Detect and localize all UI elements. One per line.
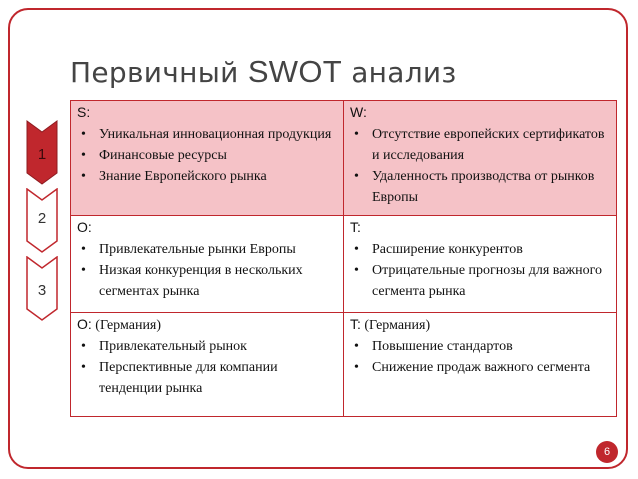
weaknesses-cell: [344, 101, 617, 216]
opportunities-germany-cell: [71, 313, 344, 417]
step-1-label: 1: [37, 146, 47, 163]
list-item: • Снижение продаж важного сегмента: [350, 357, 610, 378]
step-2-label: 2: [37, 210, 47, 227]
list-item: • Удаленность производства от рынков Европы: [350, 166, 610, 208]
list-item: • Низкая конкуренция в нескольких сегментах рынка: [77, 260, 337, 302]
list-item: • Знание Европейского рынка: [77, 166, 337, 187]
slide-title: Первичный SWOT анализ: [70, 54, 457, 89]
opportunities-cell: [71, 216, 344, 313]
threats-header: T:: [350, 219, 361, 235]
opportunities-germany-header: O: (Германия): [77, 316, 162, 333]
list-item: • Отсутствие европейских сертификатов и исследования: [350, 124, 610, 166]
threats-cell: [344, 216, 617, 313]
list-item: • Повышение стандартов: [350, 336, 610, 357]
step-3-label: 3: [37, 282, 47, 299]
list-item: • Привлекательный рынок: [77, 336, 337, 357]
step-2-chevron[interactable]: [26, 188, 58, 254]
swot-table: [70, 100, 617, 417]
list-item: • Привлекательные рынки Европы: [77, 239, 337, 260]
list-item: • Отрицательные прогнозы для важного сегмента рынка: [350, 260, 610, 302]
page-number-badge: 6: [596, 441, 618, 463]
threats-germany-header: T: (Германия): [350, 316, 431, 333]
list-item: • Финансовые ресурсы: [77, 145, 337, 166]
list-item: • Перспективные для компании тенденции рынка: [77, 357, 337, 399]
threats-germany-cell: [344, 313, 617, 417]
strengths-header: S:: [77, 104, 91, 120]
strengths-cell: [71, 101, 344, 216]
step-1-chevron[interactable]: [26, 120, 58, 186]
opportunities-header: O:: [77, 219, 92, 235]
list-item: • Уникальная инновационная продукция: [77, 124, 337, 145]
list-item: • Расширение конкурентов: [350, 239, 610, 260]
step-3-chevron[interactable]: [26, 256, 58, 322]
weaknesses-header: W:: [350, 104, 367, 120]
